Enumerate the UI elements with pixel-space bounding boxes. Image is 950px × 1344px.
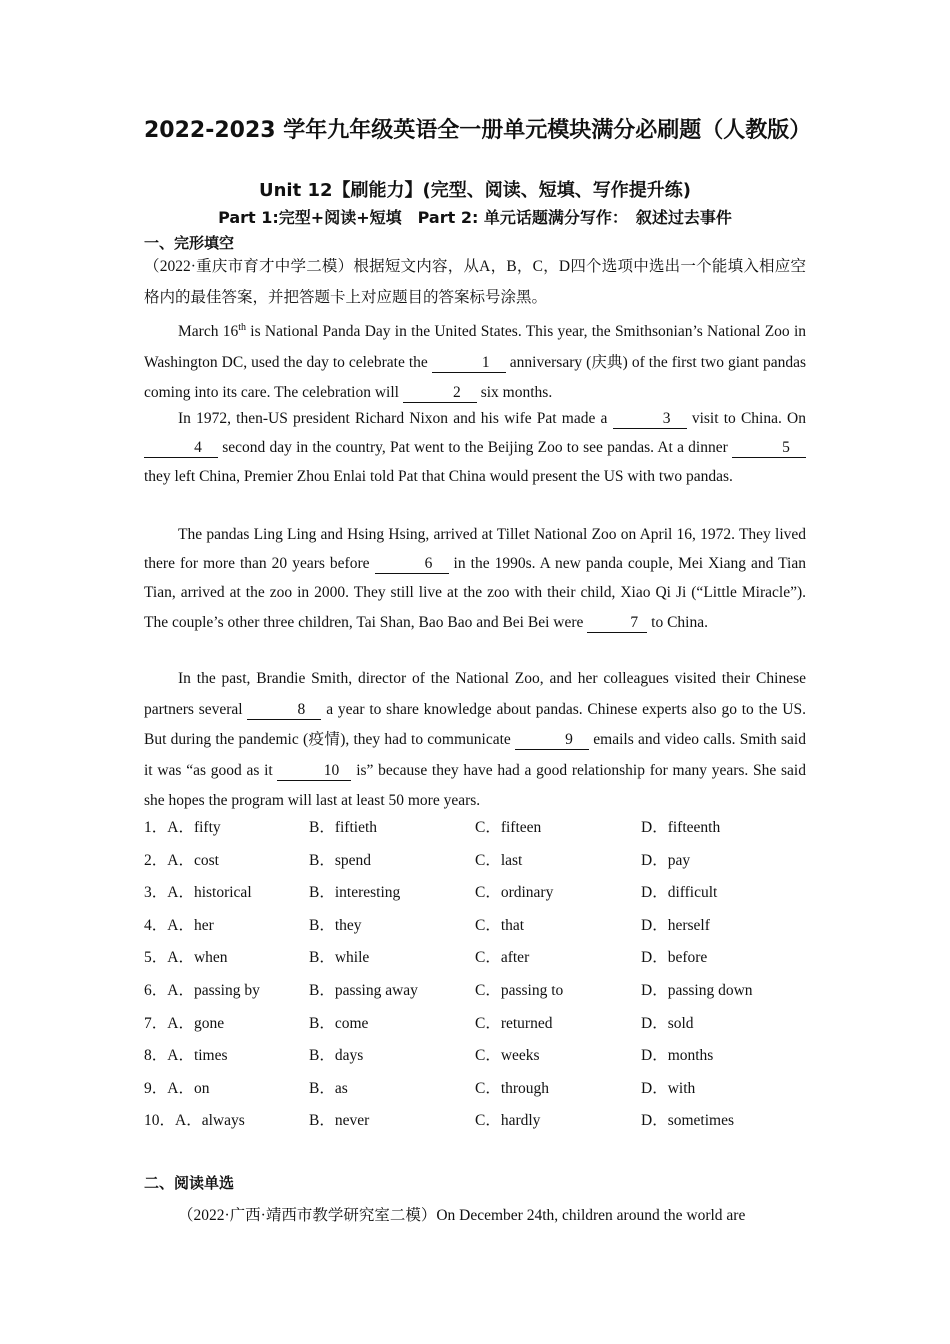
question-row bbox=[144, 1076, 806, 1109]
blank-4[interactable]: 4 bbox=[144, 439, 218, 458]
question-row bbox=[144, 913, 806, 946]
blank-5[interactable]: 5 bbox=[732, 439, 806, 458]
question-row bbox=[144, 848, 806, 881]
cloze-paragraph-1: March 16th is National Panda Day in the United States. This year, the Smithsonian’s National Zoo in Washington DC, used the day to celebrate the 1 anniversary (庆典) of the first two giant pandas coming into its care. The celebration will 2 six months. bbox=[144, 322, 807, 402]
blank-3[interactable]: 3 bbox=[613, 410, 687, 429]
option-a[interactable]: 1．A．fifty bbox=[144, 819, 221, 836]
document-title: 2022-2023 学年九年级英语全一册单元模块满分必刷题（人教版） bbox=[144, 118, 812, 143]
blank-8[interactable]: 8 bbox=[247, 701, 321, 720]
cloze-paragraph-3: The pandas Ling Ling and Hsing Hsing, arrived at Tillet National Zoo on April 16, 1972. They lived there for more than 20 years before 6 in the 1990s. A new panda couple, Mei Xiang and Tian Tian, arrived at the zoo in 2000. They still live at the zoo with their child, Xiao Qi Ji (“Little Miracle”). The couple’s other three children, Tai Shan, Bao Bao and Bei Bei were 7 to China. bbox=[144, 526, 806, 631]
option-d[interactable]: D．sometimes bbox=[641, 1112, 734, 1130]
question-row bbox=[144, 945, 806, 978]
option-b[interactable]: B．while bbox=[309, 949, 370, 967]
blank-2[interactable]: 2 bbox=[403, 384, 477, 403]
option-a[interactable]: 4．A．her bbox=[144, 916, 214, 934]
option-d[interactable]: D．months bbox=[641, 1047, 714, 1065]
option-d[interactable]: D．fifteenth bbox=[641, 819, 721, 836]
blank-10[interactable]: 10 bbox=[277, 762, 351, 781]
option-d[interactable]: D．pay bbox=[641, 851, 691, 869]
option-d[interactable]: D．with bbox=[641, 1079, 696, 1097]
blank-1[interactable]: 1 bbox=[432, 354, 506, 373]
section-heading-cloze: 一、完形填空 bbox=[144, 234, 235, 252]
option-a[interactable]: 8．A．times bbox=[144, 1047, 228, 1065]
option-b[interactable]: B．passing away bbox=[309, 981, 418, 999]
unit-title: Unit 12【刷能力】(完型、阅读、短填、写作提升练) bbox=[259, 180, 691, 201]
option-d[interactable]: D．before bbox=[641, 949, 708, 967]
cloze-paragraph-2: In 1972, then-US president Richard Nixon and his wife Pat made a 3 visit to China. On 4 second day in the country, Pat went to the Beijing Zoo to see pandas. At a dinner 5 they left China, Premier Zhou Enlai told Pat that China would present the US with two pandas. bbox=[144, 410, 807, 486]
option-c[interactable]: C．after bbox=[475, 949, 530, 967]
option-b[interactable]: B．spend bbox=[309, 851, 372, 869]
question-row bbox=[144, 1043, 806, 1076]
question-row bbox=[144, 815, 806, 848]
option-a[interactable]: 9．A．on bbox=[144, 1079, 210, 1097]
blank-6[interactable]: 6 bbox=[375, 555, 449, 574]
blank-7[interactable]: 7 bbox=[587, 614, 647, 633]
option-b[interactable]: B．days bbox=[309, 1047, 364, 1065]
cloze-instructions: （2022·重庆市育才中学二模）根据短文内容，从A，B，C，D四个选项中选出一个能填入相应空格内的最佳答案，并把答题卡上对应题目的答案标号涂黑。 bbox=[144, 258, 806, 306]
option-a[interactable]: 7．A．gone bbox=[144, 1014, 225, 1032]
option-b[interactable]: B．they bbox=[309, 916, 362, 934]
option-c[interactable]: C．last bbox=[475, 851, 523, 869]
option-d[interactable]: D．passing down bbox=[641, 981, 753, 999]
option-a[interactable]: 5．A．when bbox=[144, 949, 228, 967]
option-a[interactable]: 3．A．historical bbox=[144, 884, 252, 902]
option-c[interactable]: C．fifteen bbox=[475, 819, 542, 836]
parts-subtitle: Part 1:完型+阅读+短填 Part 2: 单元话题满分写作： 叙述过去事件 bbox=[218, 208, 732, 227]
option-c[interactable]: C．returned bbox=[475, 1014, 553, 1032]
option-a[interactable]: 10．A．always bbox=[144, 1112, 245, 1130]
option-d[interactable]: D．difficult bbox=[641, 884, 718, 902]
option-b[interactable]: B．never bbox=[309, 1112, 370, 1130]
reading-intro: （2022·广西·靖西市教学研究室二模）On December 24th, children around the world are bbox=[178, 1207, 746, 1224]
option-c[interactable]: C．passing to bbox=[475, 981, 564, 999]
option-b[interactable]: B．fiftieth bbox=[309, 819, 378, 836]
option-b[interactable]: B．come bbox=[309, 1014, 369, 1032]
option-d[interactable]: D．sold bbox=[641, 1014, 694, 1032]
option-b[interactable]: B．as bbox=[309, 1079, 348, 1097]
option-c[interactable]: C．through bbox=[475, 1079, 550, 1097]
option-c[interactable]: C．ordinary bbox=[475, 884, 554, 902]
option-a[interactable]: 2．A．cost bbox=[144, 851, 219, 869]
cloze-paragraph-4: In the past, Brandie Smith, director of the National Zoo, and her colleagues visited their Chinese partners several 8 a year to share knowledge about pandas. Chinese experts also go to the US. But during the pandemic (疫情), they had to communicate 9 emails and video calls. Smith said it was “as good as it 10 is” because they have had a good relationship for many years. She said she hopes the program will last at least 50 more years. bbox=[144, 670, 806, 809]
section-heading-reading: 二、阅读单选 bbox=[144, 1174, 235, 1192]
blank-9[interactable]: 9 bbox=[515, 731, 589, 750]
option-c[interactable]: C．weeks bbox=[475, 1047, 540, 1065]
answer-options bbox=[144, 815, 806, 1141]
option-a[interactable]: 6．A．passing by bbox=[144, 981, 260, 999]
question-row bbox=[144, 1108, 806, 1141]
option-d[interactable]: D．herself bbox=[641, 916, 710, 934]
option-c[interactable]: C．hardly bbox=[475, 1112, 541, 1130]
question-row bbox=[144, 978, 806, 1011]
question-row bbox=[144, 880, 806, 913]
option-c[interactable]: C．that bbox=[475, 916, 525, 934]
question-row bbox=[144, 1011, 806, 1044]
option-b[interactable]: B．interesting bbox=[309, 884, 401, 902]
